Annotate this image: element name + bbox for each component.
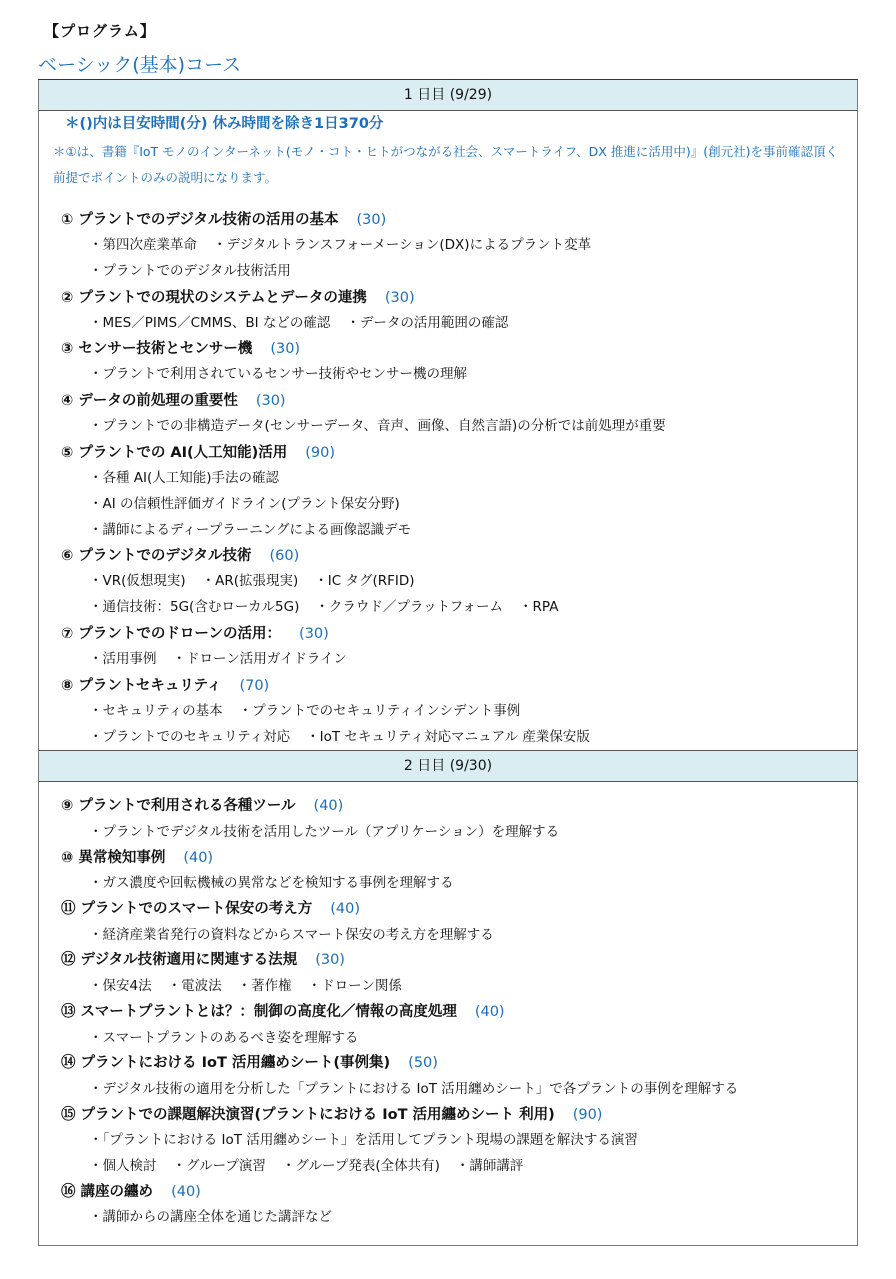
session-minutes: (30) <box>356 212 387 228</box>
course-title: ベーシック(基本)コース <box>38 54 242 76</box>
session-topic-line <box>39 595 857 621</box>
day2-item-list <box>39 794 857 1231</box>
session-topic: ・講師講評 <box>455 1157 524 1174</box>
session-title-text: ⑮ プラントでの課題解決演習(プラントにおける IoT 活用纏めシート 利用) <box>61 1106 555 1123</box>
session-topic-line <box>39 1077 857 1103</box>
session-title <box>39 1000 857 1026</box>
session-minutes: (30) <box>299 625 329 642</box>
session-topic: ・プラントでのセキュリティインシデント事例 <box>238 702 521 719</box>
session-title <box>39 1103 857 1129</box>
session-topic: ・プラントでのセキュリティ対応 <box>89 728 291 745</box>
session-topic-line <box>39 233 857 259</box>
session-title <box>39 388 857 414</box>
schedule-table <box>38 79 858 1246</box>
session-title <box>39 794 857 820</box>
session-minutes: (40) <box>171 1183 201 1200</box>
session-title <box>39 1051 857 1077</box>
session-minutes: (40) <box>313 798 344 815</box>
day2-body <box>39 782 857 1245</box>
session-topic-line <box>39 466 857 492</box>
session-minutes: (90) <box>572 1106 603 1123</box>
session-title <box>39 207 857 233</box>
session-minutes: (40) <box>474 1003 505 1020</box>
session-title-text: ⑧ プラントセキュリティ <box>61 677 222 694</box>
session-topic: ・ドローン関係 <box>307 978 402 995</box>
session-topic: ・デジタルトランスフォーメーション(DX)によるプラント変革 <box>213 237 592 253</box>
session-topic-line <box>39 492 857 518</box>
session-topic: ・MES／PIMS／CMMS、BI などの確認 <box>89 314 331 331</box>
day1-body <box>39 111 857 750</box>
session-title-text: ⑦ プラントでのドローンの活用： <box>61 625 282 642</box>
session-topic: ・グループ演習 <box>172 1157 266 1174</box>
session-title-text: ⑪ プラントでのスマート保安の考え方 <box>61 901 313 918</box>
session-title-text: ① プラントでのデジタル技術の活用の基本 <box>61 212 339 228</box>
session-title <box>39 897 857 923</box>
session-title <box>39 543 857 569</box>
session-minutes: (60) <box>269 548 300 565</box>
session-topic: ・RPA <box>519 599 559 616</box>
session-topic: ・電波法 <box>167 978 222 995</box>
session-minutes: (90) <box>305 444 336 461</box>
session-topic-line <box>39 1205 857 1231</box>
session-topic: ・各種 AI(人工知能)手法の確認 <box>89 469 280 486</box>
session-topic: ・ガス濃度や回転機械の異常などを検知する事例を理解する <box>89 875 454 892</box>
book-note: ＊①は、書籍『IoT モノのインターネット(モノ・コト・ヒトがつながる社会、スマートライフ、DX 推進に活用中)』(創元社)を事前確認頂く前提でポイントのみの説明になります。 <box>53 144 838 185</box>
session-topic: ・第四次産業革命 <box>89 237 197 253</box>
session-title-text: ④ データの前処理の重要性 <box>61 393 238 410</box>
session-minutes: (30) <box>315 952 345 969</box>
session-topic-line <box>39 362 857 388</box>
session-topic: ・「プラントにおける IoT 活用纏めシート」を活用してプラント現場の課題を解決する演習 <box>89 1132 638 1149</box>
session-topic: ・データの活用範囲の確認 <box>346 314 509 331</box>
session-topic: ・プラントでの非構造データ(センサーデータ、音声、画像、自然言語)の分析では前処理が重要 <box>89 418 666 435</box>
session-topic: ・スマートプラントのあるべき姿を理解する <box>89 1029 359 1046</box>
program-label: 【プログラム】 <box>44 22 156 40</box>
session-topic-line <box>39 518 857 544</box>
session-topic-line <box>39 414 857 440</box>
session-minutes: (30) <box>255 393 286 410</box>
session-topic: ・IoT セキュリティ対応マニュアル 産業保安版 <box>306 728 590 745</box>
day1-header: 1 日目 (9/29) <box>39 80 857 111</box>
session-topic: ・AI の信頼性評価ガイドライン(プラント保安分野) <box>89 495 400 512</box>
session-title <box>39 673 857 699</box>
session-topic-line <box>39 974 857 1000</box>
session-topic: ・活用事例 <box>89 650 157 667</box>
session-topic: ・AR(拡張現実) <box>201 573 299 590</box>
session-topic: ・プラントでのデジタル技術活用 <box>89 262 291 279</box>
session-topic: ・デジタル技術の適用を分析した「プラントにおける IoT 活用纏めシート」で各プラントの事例を理解する <box>89 1080 739 1097</box>
session-title <box>39 948 857 974</box>
session-title-text: ⑫ デジタル技術適用に関連する法規 <box>61 952 298 969</box>
session-topic-line <box>39 1154 857 1180</box>
time-note: ＊()内は目安時間(分) 休み時間を除き1日370分 <box>65 116 384 132</box>
session-title-text: ⑨ プラントで利用される各種ツール <box>61 798 296 815</box>
session-title <box>39 846 857 872</box>
session-title <box>39 1180 857 1206</box>
session-title-text: ⑬ スマートプラントとは？：制御の高度化／情報の高度処理 <box>61 1003 457 1020</box>
session-topic: ・プラントでデジタル技術を活用したツール（アプリケーション）を理解する <box>89 824 560 841</box>
session-title <box>39 621 857 647</box>
session-topic: ・セキュリティの基本 <box>89 702 223 719</box>
session-topic-line <box>39 725 857 751</box>
session-topic: ・講師からの講座全体を通じた講評など <box>89 1209 332 1226</box>
session-topic: ・ドローン活用ガイドライン <box>172 650 347 667</box>
session-topic-line <box>39 871 857 897</box>
spacer <box>39 191 857 207</box>
session-topic: ・個人検討 <box>89 1157 157 1174</box>
day2-header: 2 日目 (9/30) <box>39 750 857 782</box>
session-title <box>39 285 857 311</box>
session-title-text: ③ センサー技術とセンサー機 <box>61 341 253 358</box>
session-topic: ・保安4法 <box>89 978 152 995</box>
session-topic: ・プラントで利用されているセンサー技術やセンサー機の理解 <box>89 366 467 383</box>
session-topic-line <box>39 699 857 725</box>
session-topic: ・VR(仮想現実) <box>89 573 186 590</box>
session-minutes: (30) <box>270 341 301 358</box>
session-topic-line <box>39 569 857 595</box>
session-topic: ・クラウド／プラットフォーム <box>315 599 504 616</box>
session-title-text: ⑭ プラントにおける IoT 活用纏めシート(事例集) <box>61 1055 391 1072</box>
session-title <box>39 440 857 466</box>
session-topic-line <box>39 820 857 846</box>
session-topic: ・グループ発表(全体共有) <box>281 1157 440 1174</box>
session-title-text: ⑯ 講座の纏め <box>61 1183 154 1200</box>
session-title-text: ⑥ プラントでのデジタル技術 <box>61 548 252 565</box>
session-topic-line <box>39 647 857 673</box>
session-topic: ・経済産業省発行の資料などからスマート保安の考え方を理解する <box>89 926 494 943</box>
session-topic-line <box>39 1026 857 1052</box>
session-minutes: (40) <box>330 901 361 918</box>
session-topic: ・IC タグ(RFID) <box>314 573 415 590</box>
session-topic-line <box>39 1128 857 1154</box>
session-minutes: (30) <box>384 289 415 306</box>
session-title-text: ⑩ 異常検知事例 <box>61 849 166 866</box>
session-topic-line <box>39 923 857 949</box>
session-title-text: ② プラントでの現状のシステムとデータの連携 <box>61 289 367 306</box>
day1-item-list <box>39 207 857 750</box>
session-title <box>39 336 857 362</box>
session-title-text: ⑤ プラントでの AI(人工知能)活用 <box>61 444 288 461</box>
session-minutes: (50) <box>408 1055 438 1072</box>
session-minutes: (40) <box>183 849 214 866</box>
session-topic-line <box>39 259 857 285</box>
session-topic-line <box>39 311 857 337</box>
session-minutes: (70) <box>239 677 270 694</box>
session-topic: ・著作権 <box>237 978 292 995</box>
session-topic: ・講師によるディープラーニングによる画像認識デモ <box>89 521 411 538</box>
session-topic: ・通信技術：5G(含むローカル5G) <box>89 599 300 616</box>
